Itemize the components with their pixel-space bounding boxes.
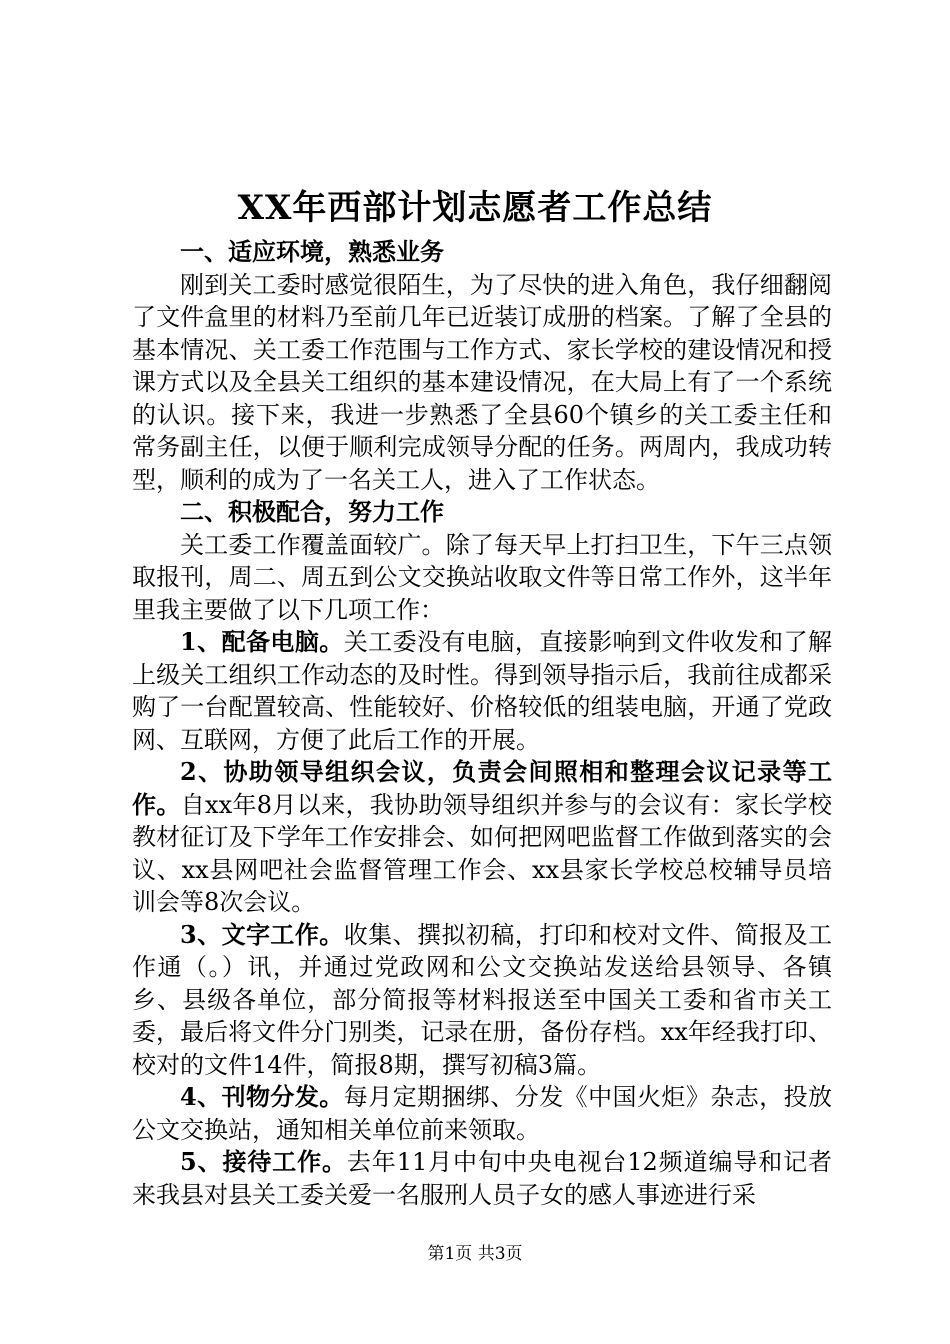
list-item-1 [132, 626, 832, 756]
list-item-2 [132, 756, 832, 919]
list-item-4 [132, 1081, 832, 1146]
item-text: 每月定期捆绑、分发《中国火炬》杂志，投放公文交换站，通知相关单位前来领取。 [132, 1083, 833, 1144]
list-item-5 [132, 1146, 832, 1211]
document-body [132, 236, 832, 1211]
item-text: 去年11月中旬中央电视台12频道编导和记者来我县对县关工委关爱一名服刑人员子女的感人事迹进行采 [132, 1148, 832, 1209]
page-number-footer: 第1页 共3页 [427, 1244, 523, 1264]
item-lead: 3、文字工作。 [180, 919, 344, 949]
paragraph: 关工委工作覆盖面较广。除了每天早上打扫卫生，下午三点领取报刊，周二、周五到公文交换站收取文件等日常工作外，这半年里我主要做了以下几项工作： [132, 530, 832, 624]
item-lead: 1、配备电脑。 [180, 627, 344, 656]
section-heading-1: 一、适应环境，熟悉业务 [180, 237, 444, 266]
document-title: XX年西部计划志愿者工作总结 [237, 188, 713, 228]
item-lead: 5、接待工作。 [180, 1147, 347, 1176]
section-heading-2: 二、积极配合，努力工作 [180, 497, 444, 526]
list-item-3 [132, 919, 832, 1082]
paragraph: 刚到关工委时感觉很陌生，为了尽快的进入角色，我仔细翻阅了文件盒里的材料乃至前几年已近装订成册的档案。了解了全县的基本情况、关工委工作范围与工作方式、家长学校的建设情况和授课方式以及全县关工组织的基本建设情况，在大局上有了一个系统的认识。接下来，我进一步熟悉了全县60个镇乡的关工委主任和常务副主任，以便于顺利完成领导分配的任务。两周内，我成功转型，顺利的成为了一名关工人，进入了工作状态。 [132, 270, 832, 494]
item-lead: 2、协助领导组织会议，负责会间照相和整理会议记录等工作。 [132, 757, 832, 819]
item-text: 自xx年8月以来，我协助领导组织并参与的会议有：家长学校教材征订及下学年工作安排会、如何把网吧监督工作做到落实的会议、xx县网吧社会监督管理工作会、xx县家长学校总校辅导员培训会等8次会议。 [132, 790, 833, 916]
item-text: 关工委没有电脑，直接影响到文件收发和了解上级关工组织工作动态的及时性。得到领导指示后，我前往成都采购了一台配置较高、性能较好、价格较低的组装电脑，开通了党政网、互联网，方便了此后工作的开展。 [132, 628, 833, 754]
item-lead: 4、刊物分发。 [180, 1082, 344, 1111]
item-text: 收集、撰拟初稿，打印和校对文件、简报及工作通（。）讯，并通过党政网和公文交换站发送给县领导、各镇乡、县级各单位，部分简报等材料报送至中国关工委和省市关工委，最后将文件分门别类，记录在册，备份存档。xx年经我打印、校对的文件14件，简报8期，撰写初稿3篇。 [132, 920, 833, 1079]
